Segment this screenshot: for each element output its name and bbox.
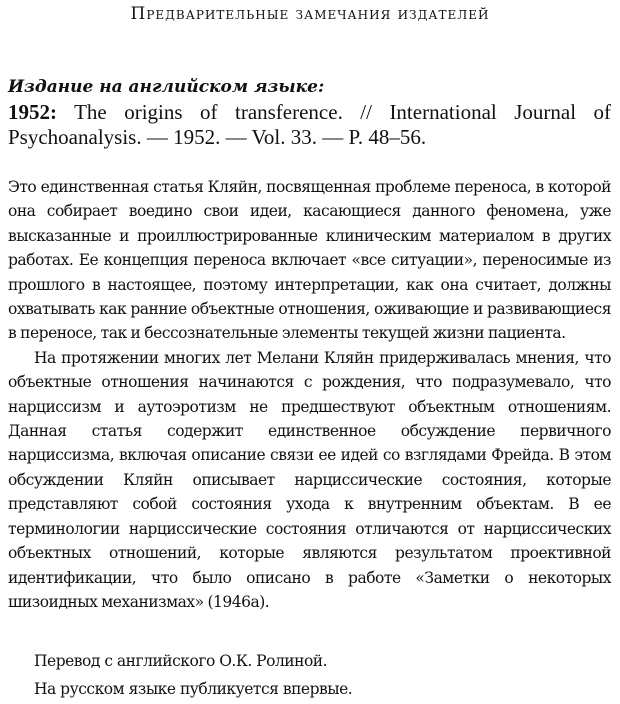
body-text (8, 175, 611, 614)
edition-heading: Издание на английском языке: (8, 77, 325, 97)
paragraph-2: На протяжении многих лет Мелани Кляйн придерживалась мнения, что объектные отношения начинаются с рождения, что подразумевало, что нарциссизм и аутоэротизм не предшествуют объектным отношениям. Данная статья содержит единственное обсуждение первичного нарциссизма, включая описание связи ее идей со взглядами Фрейда. В этом обсуждении Кляйн описывает нарциссические состояния, которые представляют собой состояния ухода к внутренним объектам. В ее терминологии нарциссические состояния отличаются от нарциссических объектных отношений, которые являются результатом проективной идентификации, что было описано в работе «Заметки о некоторых шизоидных механизмах» (1946a). (8, 348, 611, 611)
paragraph-1: Это единственная статья Кляйн, посвященная проблеме переноса, в которой она собирает воедино свои идеи, касающиеся данного феномена, уже высказанные и проиллюстрированные клиническим материалом в других работах. Ее концепция переноса включает «все ситуации», переносимые из прошлого в настоящее, поэтому интерпретации, как она считает, должны охватывать как ранние объектные отношения, оживающие и развивающиеся в переносе, так и бессознательные элементы текущей жизни пациента. (8, 178, 611, 343)
first-publication-note: На русском языке публикуется впервые. (34, 680, 353, 698)
citation-year: 1952: (8, 100, 57, 124)
translation-note: Перевод с английского О.К. Ролиной. (34, 652, 328, 670)
running-header: Предварительные замечания издателей (130, 4, 490, 24)
citation (8, 100, 611, 150)
citation-text: The origins of transference. // International Journal of Psychoanalysis. — 1952. — Vol. 33. — P. 48–56. (8, 100, 611, 149)
